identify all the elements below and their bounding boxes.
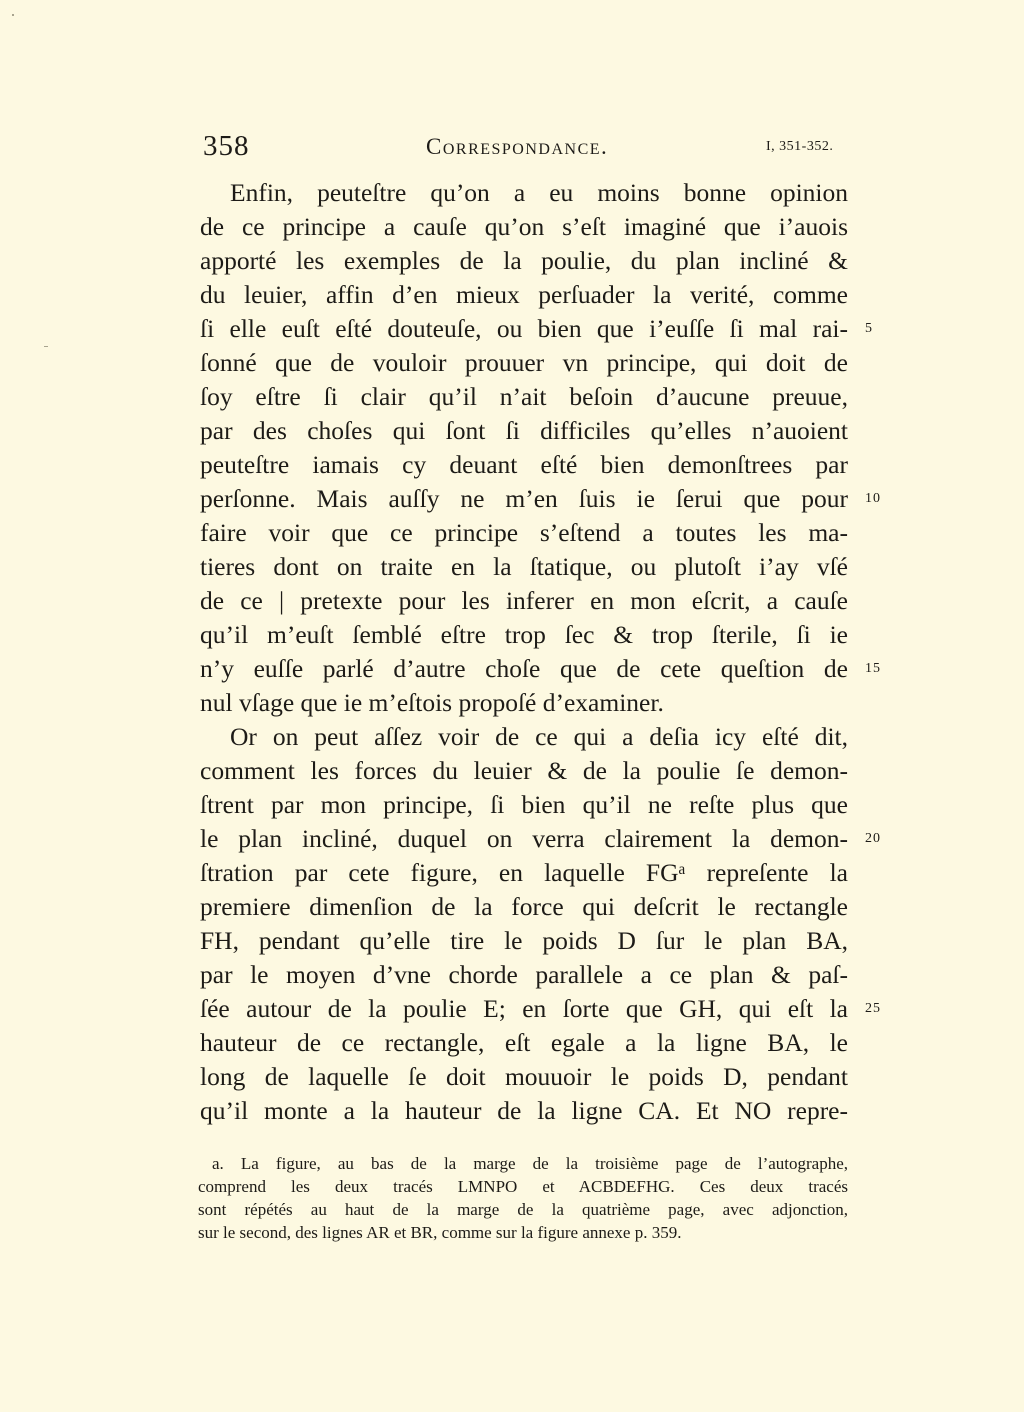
page-number: 358 — [203, 130, 250, 162]
text-line — [200, 312, 873, 346]
margin-speck — [12, 14, 14, 16]
line-number: 5 — [865, 321, 873, 336]
text-line-content: ſée autour de la poulie E; en ſorte que GH, qui eſt la — [200, 994, 848, 1023]
text-line: tieres dont on traite en la ſtatique, ou plutoſt i’ay vſé — [200, 552, 848, 581]
text-line: ſoy eſtre ſi clair qu’il n’ait beſoin d’aucune preuue, — [200, 382, 848, 411]
footnote-line: sur le second, des lignes AR et BR, comme sur la figure annexe p. 359. — [198, 1223, 682, 1242]
text-line: apporté les exemples de la poulie, du plan incliné & — [200, 246, 848, 275]
text-line: FH, pendant qu’elle tire le poids D ſur le plan BA, — [200, 926, 848, 955]
text-line — [200, 822, 881, 856]
footnote-line: sont répétés au haut de la marge de la quatrième page, avec adjonction, — [198, 1200, 848, 1219]
line-number: 15 — [865, 661, 881, 676]
running-head — [0, 130, 1024, 170]
text-line: comment les forces du leuier & de la poulie ſe demon- — [200, 756, 848, 785]
text-line: premiere dimenſion de la force qui deſcrit le rectangle — [200, 892, 848, 921]
footnote-line: comprend les deux tracés LMNPO et ACBDEFHG. Ces deux tracés — [198, 1177, 848, 1196]
source-reference: I, 351-352. — [766, 139, 834, 154]
footnote — [198, 1152, 848, 1244]
text-line: de ce principe a cauſe qu’on s’eſt imaginé que i’auois — [200, 212, 848, 241]
text-line: nul vſage que ie m’eſtois propoſé d’examiner. — [200, 688, 664, 717]
line-number: 10 — [865, 491, 881, 506]
text-line: par le moyen d’vne chorde parallele a ce plan & paſ- — [200, 960, 848, 989]
margin-speck — [44, 346, 48, 347]
text-line — [200, 482, 881, 516]
text-line-content: n’y euſſe parlé d’autre choſe que de cete queſtion de — [200, 654, 848, 683]
line-number: 20 — [865, 831, 881, 846]
text-line-content: perſonne. Mais auſſy ne m’en ſuis ie ſerui que pour — [200, 484, 848, 513]
text-line: du leuier, affin d’en mieux perſuader la verité, comme — [200, 280, 848, 309]
line-number: 25 — [865, 1001, 881, 1016]
text-line-content: le plan incliné, duquel on verra clairement la demon- — [200, 824, 848, 853]
text-line — [200, 992, 881, 1026]
text-line: ſtrent par mon principe, ſi bien qu’il ne reſte plus que — [200, 790, 848, 819]
body-text — [200, 176, 881, 1128]
text-line-content: ſi elle euſt eſté douteuſe, ou bien que i’euſſe ſi mal rai- — [200, 314, 848, 343]
text-line: peuteſtre iamais cy deuant eſté bien demonſtrees par — [200, 450, 848, 479]
text-line: long de laquelle ſe doit mouuoir le poids D, pendant — [200, 1062, 848, 1091]
text-line: hauteur de ce rectangle, eſt egale a la ligne BA, le — [200, 1028, 848, 1057]
text-line: qu’il m’euſt ſemblé eſtre trop ſec & trop ſterile, ſi ie — [200, 620, 848, 649]
text-line: ſtration par cete figure, en laquelle FGᵃ repreſente la — [200, 858, 848, 887]
text-line: qu’il monte a la hauteur de la ligne CA. Et NO repre- — [200, 1096, 848, 1125]
text-line: par des choſes qui ſont ſi difficiles qu’elles n’auoient — [200, 416, 848, 445]
text-line: faire voir que ce principe s’eſtend a toutes les ma- — [200, 518, 848, 547]
running-title: Correspondance. — [426, 134, 609, 159]
text-line: Or on peut aſſez voir de ce qui a deſia icy eſté dit, — [230, 722, 848, 751]
text-line: ſonné que de vouloir prouuer vn principe, qui doit de — [200, 348, 848, 377]
text-line: de ce | pretexte pour les inferer en mon eſcrit, a cauſe — [200, 586, 848, 615]
footnote-line: a. La figure, au bas de la marge de la troisième page de l’autographe, — [212, 1154, 848, 1173]
text-line: Enfin, peuteſtre qu’on a eu moins bonne opinion — [230, 178, 848, 207]
text-line — [200, 652, 881, 686]
